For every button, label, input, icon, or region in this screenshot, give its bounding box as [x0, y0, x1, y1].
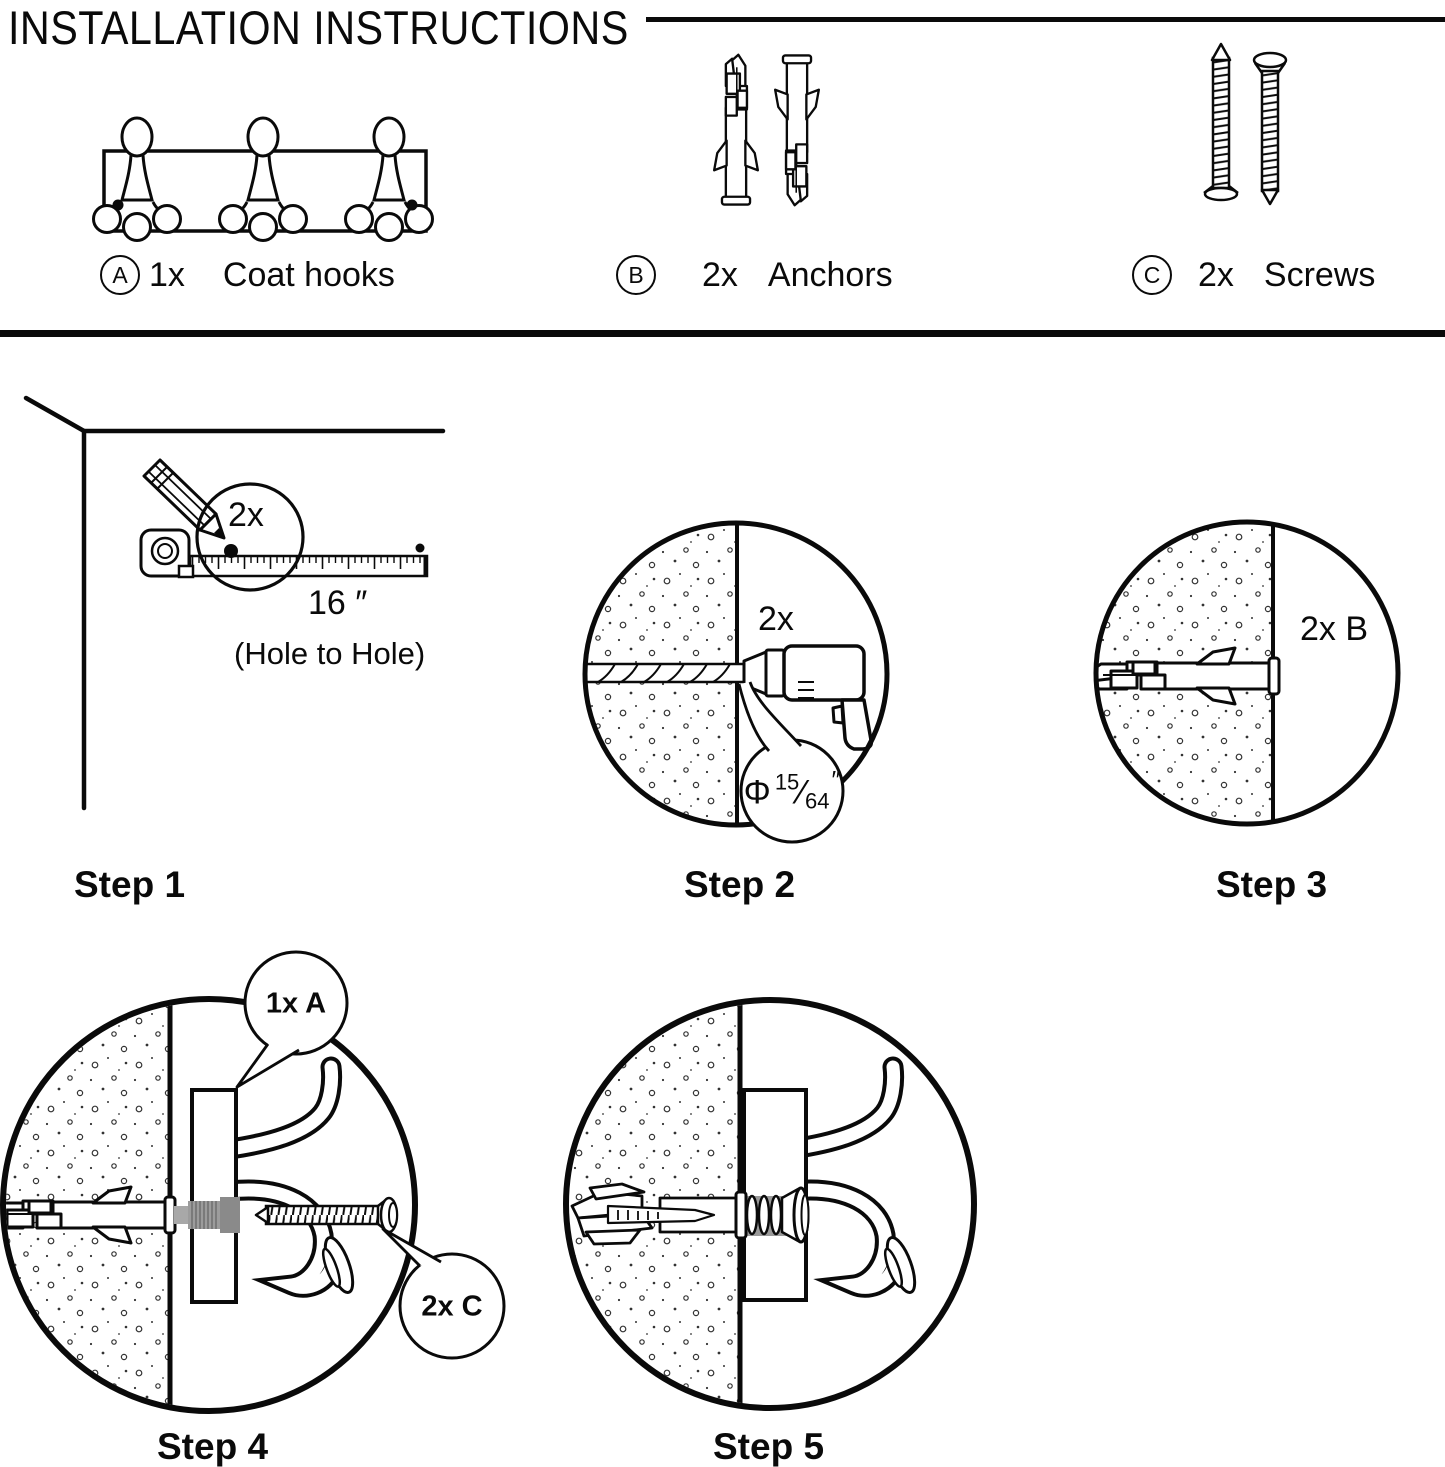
tape-measure-icon [141, 530, 427, 577]
coat-hook-profile-icon [792, 1067, 920, 1297]
part-c-label [1132, 255, 1375, 295]
part-a-name: Coat hooks [222, 255, 395, 294]
step3-label: Step 3 [1216, 864, 1328, 905]
step4-callout-a: 1x A [265, 987, 327, 1020]
part-a-qty: 1x [149, 255, 185, 294]
anchors-icon [714, 55, 819, 205]
step1-label: Step 1 [74, 864, 186, 905]
part-a-badge: A [100, 255, 140, 295]
title-rule [646, 17, 1445, 22]
step1-mark-count: 2x [228, 496, 264, 534]
part-c-qty: 2x [1198, 255, 1234, 294]
drill-diameter-callout-bubble [739, 682, 843, 842]
part-b-badge: B [616, 255, 656, 295]
fraction-slash-icon: ⁄ [799, 773, 805, 812]
hook-bracket [192, 1090, 236, 1302]
step4-label: Step 4 [157, 1426, 269, 1467]
step3-annotation: 2x B [1300, 610, 1369, 648]
step2-drill-count: 2x [758, 600, 794, 638]
screws-icon [1204, 44, 1286, 204]
part-c-badge: C [1132, 255, 1172, 295]
step1-note: (Hole to Hole) [234, 636, 426, 671]
part-b-name: Anchors [767, 255, 893, 294]
part-c-name: Screws [1263, 255, 1376, 294]
step1-measurement: 16 ″ [308, 584, 368, 622]
section-divider [0, 330, 1445, 337]
step4-callout-c: 2x C [421, 1290, 483, 1323]
page-title: INSTALLATION INSTRUCTIONS [8, 1, 629, 54]
part-b-qty: 2x [702, 255, 738, 294]
step5-label: Step 5 [713, 1426, 825, 1467]
diameter-unit: ″ [831, 766, 841, 795]
diameter-symbol: Φ [743, 773, 771, 812]
coat-hooks-rack-icon [94, 118, 433, 241]
step3-wall-texture [1087, 520, 1279, 826]
diameter-denominator: 64 [804, 788, 830, 813]
step1-wall-corner [26, 398, 443, 808]
step4-wall-texture [0, 997, 175, 1413]
screw-shank-in-bracket [174, 1197, 240, 1233]
coat-hook-profile-icon [230, 1067, 358, 1297]
part-a-label [100, 255, 395, 295]
second-mark-dot [416, 544, 425, 553]
drill-diameter-label [743, 766, 841, 813]
part-b-label [616, 255, 893, 295]
pencil-mark-dot [224, 544, 238, 558]
step2-label: Step 2 [684, 864, 796, 905]
diameter-numerator: 15 [774, 769, 800, 794]
